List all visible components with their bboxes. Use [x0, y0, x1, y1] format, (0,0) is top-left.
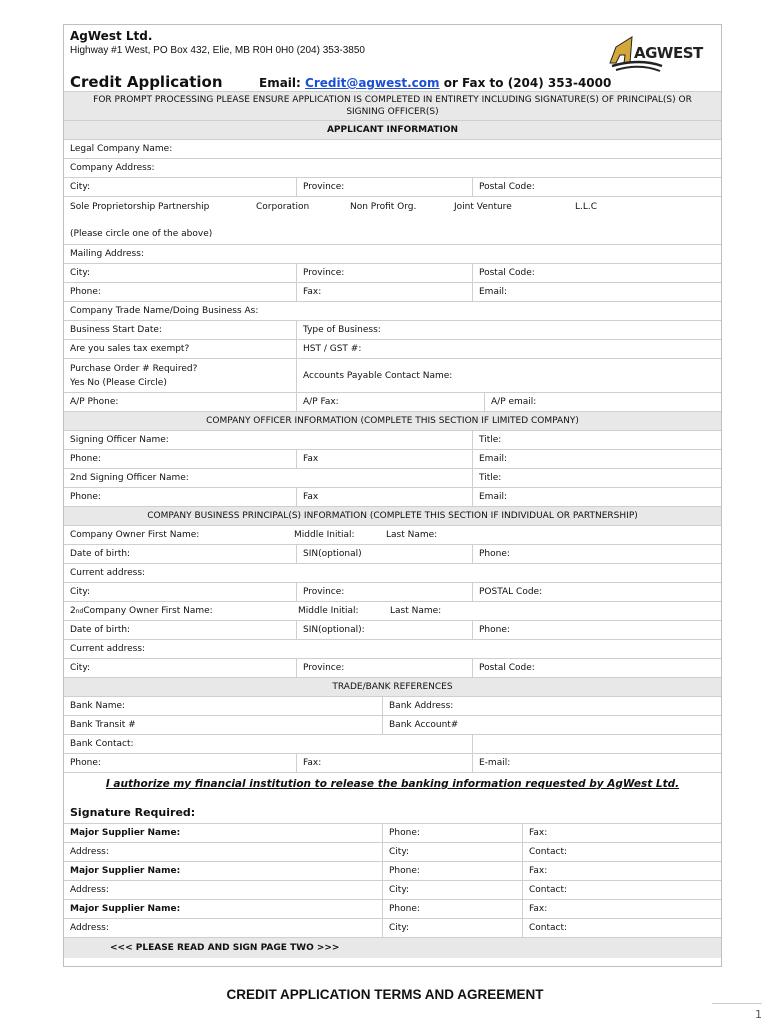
field-label: E-mail:	[472, 754, 721, 772]
form-row	[64, 139, 721, 158]
field-label: Legal Company Name:	[70, 144, 173, 154]
form-row	[64, 658, 721, 677]
field-label: Phone:	[70, 492, 101, 502]
credit-application-form	[63, 24, 722, 967]
field-label: City:	[382, 881, 522, 899]
field-label: Mailing Address:	[70, 249, 144, 259]
form-row	[64, 696, 721, 715]
form-row	[64, 842, 721, 861]
field-label: Current address:	[70, 568, 146, 578]
field-label: Signature Required:	[70, 806, 196, 819]
logo-text: AGWEST	[634, 44, 703, 62]
field-label: Bank Address:	[382, 697, 721, 715]
field-label: L.L.C	[575, 201, 598, 212]
form-row	[64, 158, 721, 177]
field-label: Company Trade Name/Doing Business As:	[70, 306, 259, 316]
field-label: Postal Code:	[472, 264, 721, 282]
field-label: A/P Phone:	[70, 397, 119, 407]
field-label: Contact:	[522, 919, 721, 937]
field-label: Corporation	[256, 201, 310, 212]
form-row	[64, 861, 721, 880]
field-label: Email:	[472, 488, 721, 506]
form-row	[64, 320, 721, 339]
field-label: Fax	[296, 450, 472, 468]
field-label: Sole Proprietorship Partnership	[70, 201, 210, 212]
empty-cell	[472, 735, 721, 753]
field-label: Bank Contact:	[70, 739, 134, 749]
field-label: Last Name:	[386, 530, 438, 540]
field-label: Current address:	[70, 644, 146, 654]
field-label: Fax	[296, 488, 472, 506]
field-label: Major Supplier Name:	[70, 828, 181, 838]
field-label: SIN(optional)	[296, 545, 472, 563]
form-row	[64, 506, 721, 525]
field-label: Type of Business:	[296, 321, 721, 339]
form-row	[64, 487, 721, 506]
field-label: Company Address:	[70, 163, 155, 173]
field-label: Are you sales tax exempt?	[70, 344, 190, 354]
form-row	[64, 392, 721, 411]
form-row	[64, 582, 721, 601]
field-label: SIN(optional):	[296, 621, 472, 639]
field-label: Non Profit Org.	[350, 201, 417, 212]
field-label: Bank Name:	[70, 701, 126, 711]
form-row	[64, 449, 721, 468]
field-label: Phone:	[472, 621, 721, 639]
field-label: Business Start Date:	[70, 325, 162, 335]
field-label: Province:	[296, 178, 472, 196]
form-row	[64, 772, 721, 794]
form-row	[64, 525, 721, 544]
field-label: City:	[382, 919, 522, 937]
field-label: Middle Initial:	[298, 606, 359, 616]
field-label: Province:	[296, 583, 472, 601]
field-label: APPLICANT INFORMATION	[326, 125, 459, 135]
field-label: Last Name:	[390, 606, 442, 616]
form-row	[64, 177, 721, 196]
field-label: Middle Initial:	[294, 530, 355, 540]
form-row	[64, 563, 721, 582]
field-label: Postal Code:	[472, 178, 721, 196]
field-label: A/P email:	[484, 393, 721, 411]
form-row	[64, 282, 721, 301]
form-row	[64, 753, 721, 772]
field-label: Joint Venture	[454, 201, 512, 212]
form-row	[64, 918, 721, 937]
field-label: City:	[382, 843, 522, 861]
form-row	[64, 339, 721, 358]
form-row	[64, 639, 721, 658]
form-row	[64, 620, 721, 639]
form-row	[64, 263, 721, 282]
form-row	[64, 937, 721, 958]
terms-title: CREDIT APPLICATION TERMS AND AGREEMENT	[226, 987, 544, 1002]
form-row	[64, 411, 721, 430]
form-row	[64, 823, 721, 842]
field-label: Title:	[472, 431, 721, 449]
field-label: Contact:	[522, 843, 721, 861]
form-title: Credit Application	[70, 73, 223, 91]
field-label: Address:	[70, 847, 109, 857]
field-label: Company Owner First Name:	[70, 530, 200, 540]
form-row	[64, 899, 721, 918]
field-label: City:	[70, 587, 91, 597]
field-label: Fax:	[522, 900, 721, 918]
field-label: Email:	[472, 283, 721, 301]
form-row	[64, 468, 721, 487]
field-label: Fax:	[296, 283, 472, 301]
field-label: HST / GST #:	[296, 340, 721, 358]
field-label: Province:	[296, 264, 472, 282]
field-label: Address:	[70, 885, 109, 895]
field-label: (Please circle one of the above)	[70, 229, 213, 239]
field-label: COMPANY OFFICER INFORMATION (COMPLETE THIS SECTION IF LIMITED COMPANY)	[206, 416, 579, 426]
form-row	[64, 677, 721, 696]
field-label: Bank Transit #	[70, 720, 136, 730]
field-label: Major Supplier Name:	[70, 904, 181, 914]
field-label: 2nd Signing Officer Name:	[70, 473, 189, 483]
field-label: Signing Officer Name:	[70, 435, 169, 445]
field-label: Purchase Order # Required? Yes No (Please Circle)	[70, 363, 198, 388]
form-row	[64, 358, 721, 392]
field-label: Address:	[70, 923, 109, 933]
contact-line	[259, 76, 611, 90]
field-label: Contact:	[522, 881, 721, 899]
field-label: Phone:	[382, 824, 522, 842]
fax-text: or Fax to (204) 353-4000	[439, 76, 612, 90]
field-label: Province:	[296, 659, 472, 677]
form-row	[64, 734, 721, 753]
form-row	[64, 196, 721, 244]
field-label: Postal Code:	[472, 659, 721, 677]
field-label: City:	[70, 663, 91, 673]
form-row	[64, 301, 721, 320]
field-label: I authorize my financial institution to release the banking information requested by AgWest Ltd.	[105, 777, 680, 790]
field-label: City:	[70, 268, 91, 278]
field-label: Accounts Payable Contact Name:	[296, 359, 721, 392]
field-label: Phone:	[70, 287, 101, 297]
form-row	[64, 794, 721, 823]
form-row	[64, 120, 721, 139]
form-row	[64, 544, 721, 563]
field-label: 2 nd Company Owner First Name:	[70, 606, 213, 616]
field-label: <<< PLEASE READ AND SIGN PAGE TWO >>>	[110, 943, 340, 953]
field-label: Date of birth:	[70, 549, 131, 559]
email-prefix: Email:	[259, 76, 306, 90]
field-label: TRADE/BANK REFERENCES	[332, 682, 453, 692]
field-label: Phone:	[70, 454, 101, 464]
notice-row	[64, 91, 721, 120]
field-label: Title:	[472, 469, 721, 487]
form-row	[64, 880, 721, 899]
field-label: Date of birth:	[70, 625, 131, 635]
field-label: Phone:	[472, 545, 721, 563]
form-row	[64, 430, 721, 449]
email-link[interactable]: Credit@agwest.com	[305, 76, 440, 90]
field-label: Bank Account#	[382, 716, 721, 734]
page-number: 1	[712, 1003, 762, 1021]
field-label: A/P Fax:	[296, 393, 484, 411]
field-label: COMPANY BUSINESS PRINCIPAL(S) INFORMATION (COMPLETE THIS SECTION IF INDIVIDUAL OR PARTNERSHIP)	[147, 511, 638, 521]
company-address: Highway #1 West, PO Box 432, Elie, MB R0H 0H0 (204) 353-3850	[70, 45, 365, 56]
notice-text: FOR PROMPT PROCESSING PLEASE ENSURE APPLICATION IS COMPLETED IN ENTIRETY INCLUDING SIGNATURE(S) OF PRINCIPAL(S) OR SIGNING OFFICER(S)	[93, 95, 692, 117]
field-label: Major Supplier Name:	[70, 866, 181, 876]
field-label: City:	[70, 182, 91, 192]
form-row	[64, 601, 721, 620]
field-label: POSTAL Code:	[472, 583, 721, 601]
field-label: Phone:	[70, 758, 101, 768]
form-row	[64, 715, 721, 734]
field-label: Phone:	[382, 862, 522, 880]
field-label: Fax:	[296, 754, 472, 772]
field-label: Phone:	[382, 900, 522, 918]
form-row	[64, 244, 721, 263]
field-label: Email:	[472, 450, 721, 468]
company-name: AgWest Ltd.	[70, 29, 153, 43]
agwest-logo	[610, 33, 703, 75]
field-label: Fax:	[522, 824, 721, 842]
field-label: Fax:	[522, 862, 721, 880]
